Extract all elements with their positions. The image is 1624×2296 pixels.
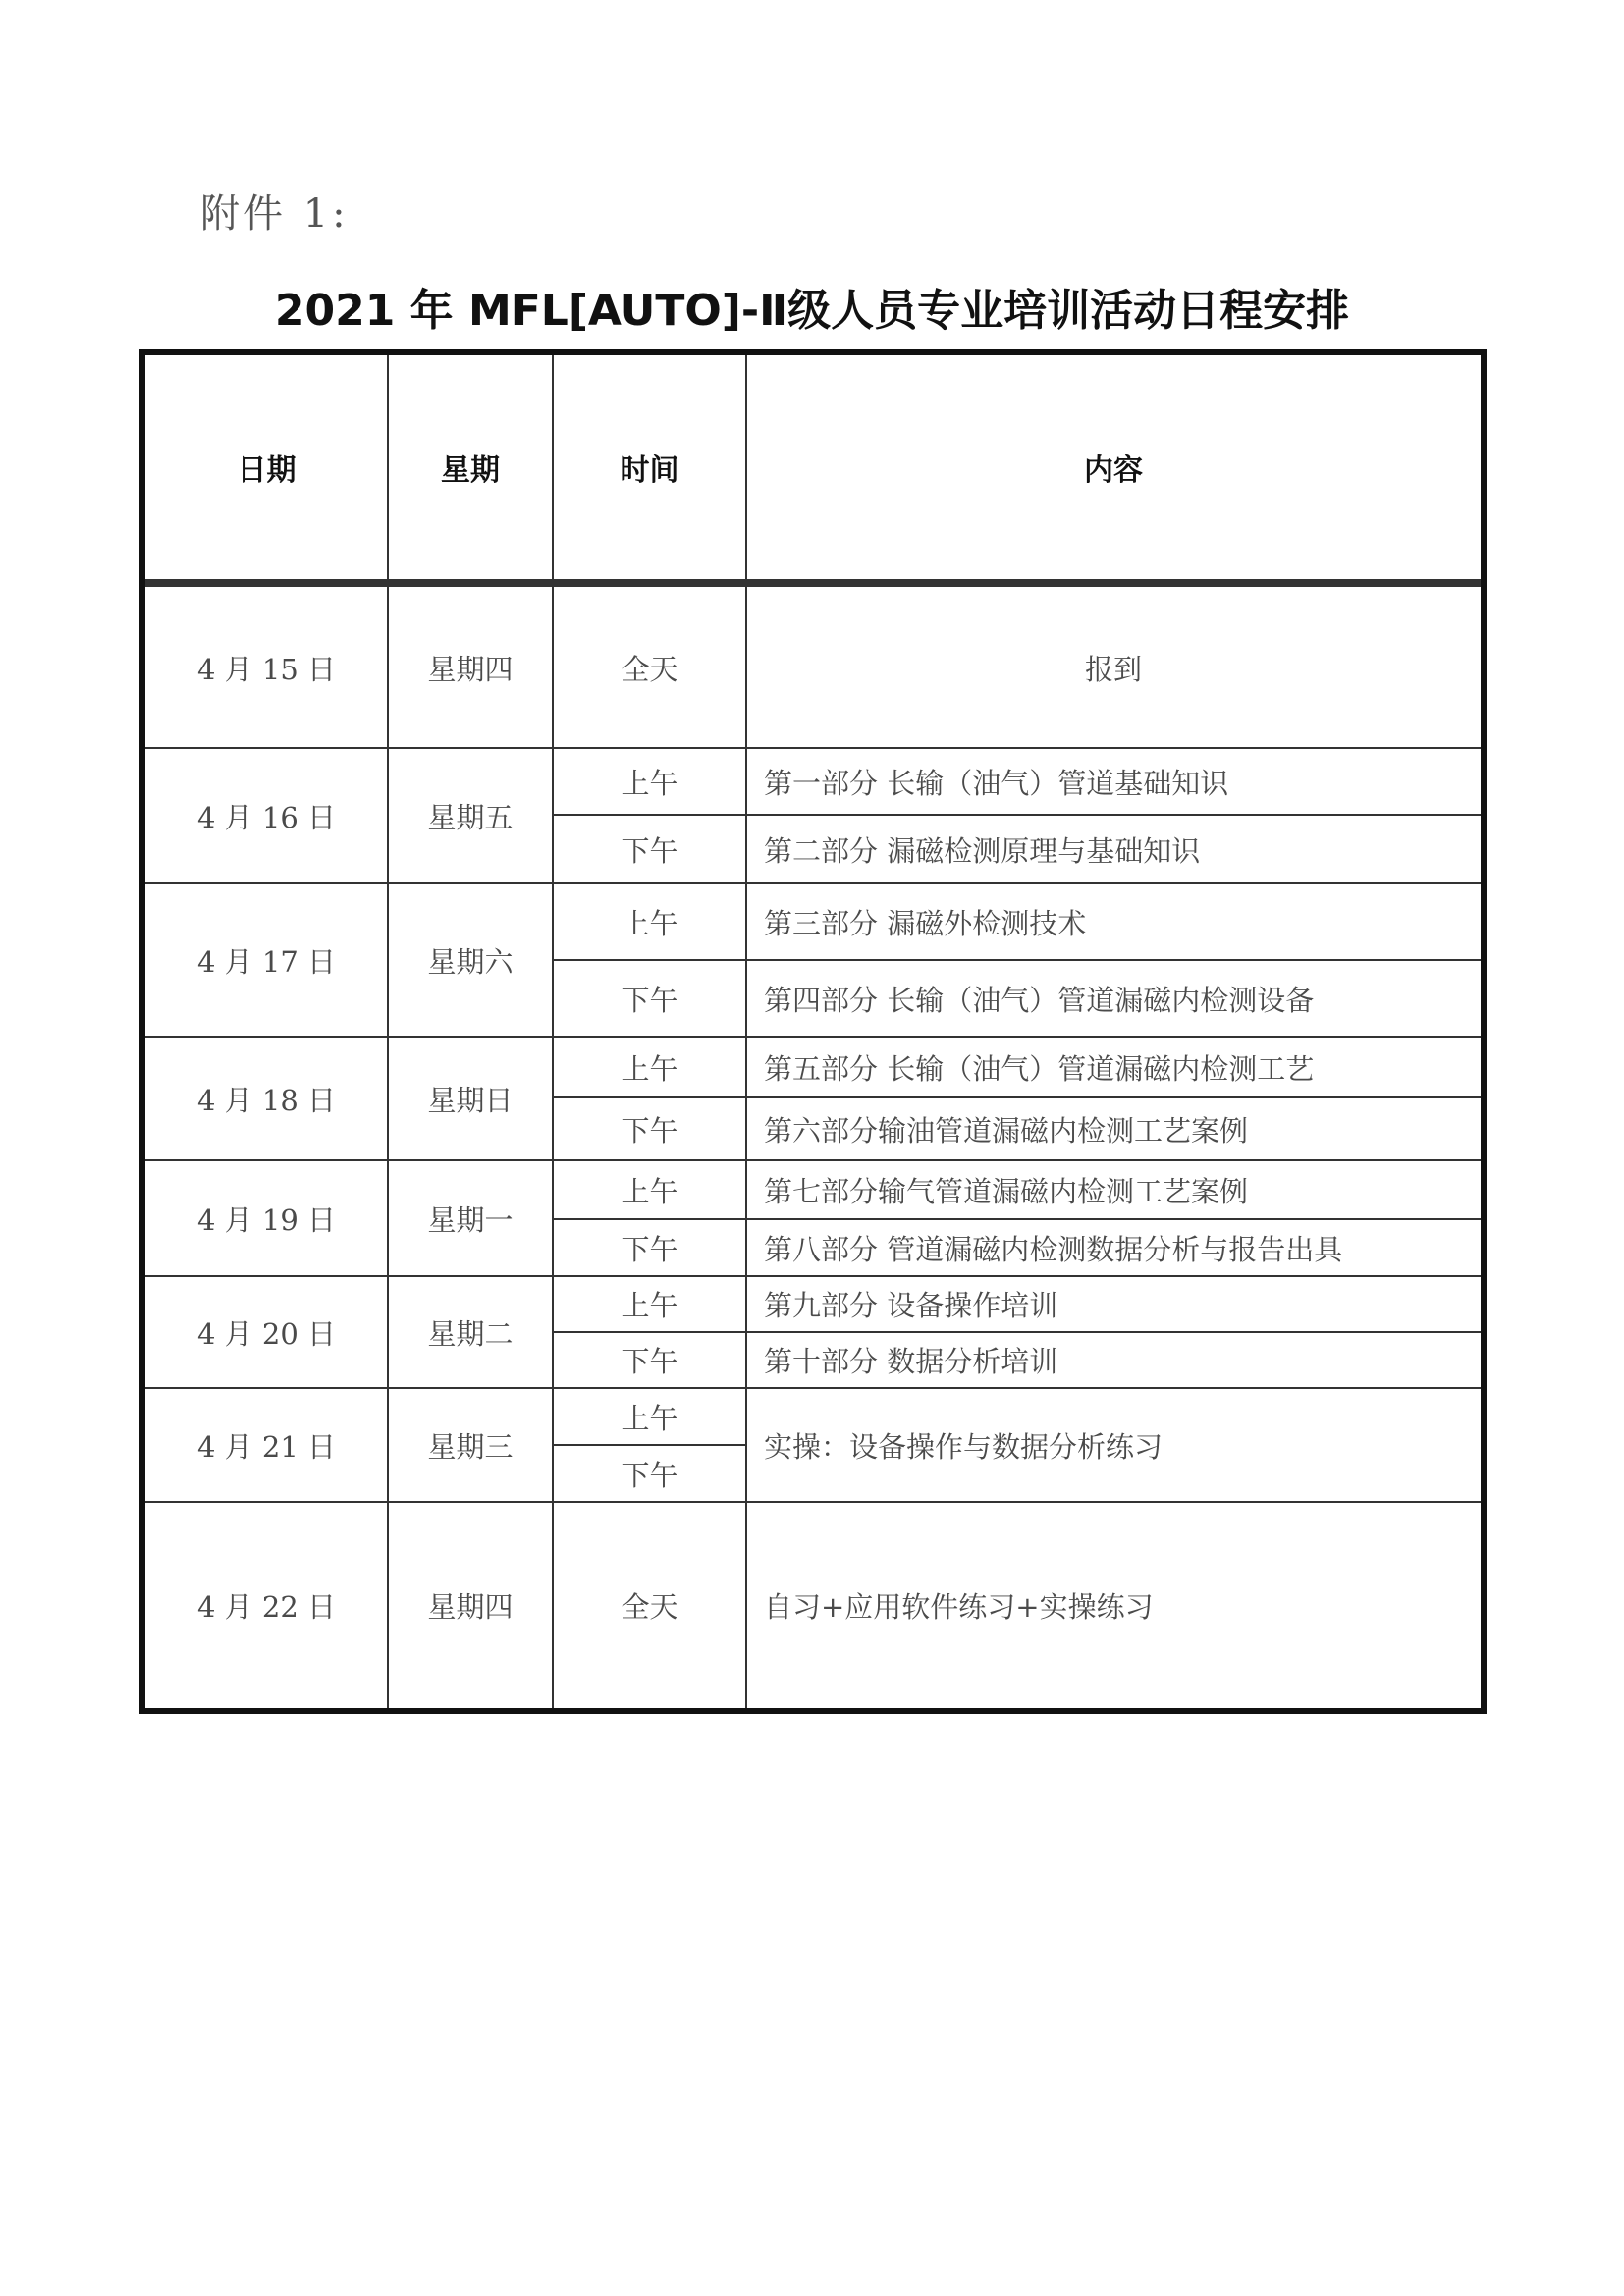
weekday-cell: 星期日 — [427, 1083, 514, 1117]
weekday-cell: 星期五 — [427, 800, 514, 834]
session-content-cell: 第九部分 设备操作培训 — [764, 1289, 1058, 1322]
weekday-cell: 星期四 — [427, 1589, 514, 1624]
session-time-cell: 上午 — [621, 1401, 678, 1435]
weekday-cell: 星期二 — [427, 1316, 514, 1351]
header-time: 时间 — [620, 454, 679, 488]
session-time-cell: 上午 — [621, 766, 678, 800]
session-time-cell: 上午 — [621, 906, 678, 940]
session-content-cell: 报到 — [1084, 652, 1142, 686]
session-time-cell: 上午 — [621, 1174, 678, 1208]
session-time-cell: 下午 — [621, 1113, 678, 1148]
weekday-cell: 星期三 — [427, 1429, 514, 1464]
header-separator — [145, 579, 1481, 587]
session-time-cell: 下午 — [621, 983, 678, 1017]
session-time-cell: 全天 — [621, 1589, 678, 1624]
date-cell: 4 月 21 日 — [196, 1429, 336, 1464]
date-cell: 4 月 16 日 — [196, 800, 336, 834]
session-time-cell: 上午 — [621, 1289, 678, 1322]
session-time-cell: 下午 — [621, 1345, 678, 1378]
date-cell: 4 月 20 日 — [196, 1316, 336, 1351]
session-content-cell: 第五部分 长输（油气）管道漏磁内检测工艺 — [764, 1051, 1315, 1086]
session-content-cell: 第六部分输油管道漏磁内检测工艺案例 — [764, 1113, 1249, 1148]
date-cell: 4 月 18 日 — [196, 1083, 336, 1117]
attachment-label: 附件 1: — [200, 191, 350, 237]
session-content-cell: 第七部分输气管道漏磁内检测工艺案例 — [764, 1174, 1249, 1208]
session-content-cell: 第三部分 漏磁外检测技术 — [764, 906, 1087, 940]
header-weekday: 星期 — [441, 454, 500, 488]
session-content-cell: 第一部分 长输（油气）管道基础知识 — [764, 766, 1229, 800]
session-content-cell: 第十部分 数据分析培训 — [764, 1345, 1058, 1378]
schedule-table — [139, 349, 1487, 1714]
session-content-cell: 实操：设备操作与数据分析练习 — [764, 1429, 1164, 1464]
weekday-cell: 星期六 — [427, 944, 514, 979]
header-date: 日期 — [237, 454, 297, 488]
session-time-cell: 下午 — [621, 1232, 678, 1266]
weekday-cell: 星期一 — [427, 1202, 514, 1237]
date-cell: 4 月 22 日 — [196, 1589, 336, 1624]
weekday-cell: 星期四 — [427, 652, 514, 686]
session-divider — [553, 1444, 746, 1446]
session-time-cell: 下午 — [621, 833, 678, 868]
date-cell: 4 月 17 日 — [196, 944, 336, 979]
date-cell: 4 月 19 日 — [196, 1202, 336, 1237]
session-content-cell: 自习+应用软件练习+实操练习 — [764, 1589, 1154, 1624]
date-cell: 4 月 15 日 — [196, 652, 336, 686]
header-content: 内容 — [1084, 454, 1143, 488]
session-content-cell: 第八部分 管道漏磁内检测数据分析与报告出具 — [764, 1232, 1343, 1266]
document-title: 2021 年 MFL[AUTO]-Ⅱ级人员专业培训活动日程安排 — [274, 286, 1350, 336]
session-content-cell: 第二部分 漏磁检测原理与基础知识 — [764, 833, 1201, 868]
session-time-cell: 全天 — [621, 652, 678, 686]
session-time-cell: 下午 — [621, 1458, 678, 1492]
session-time-cell: 上午 — [621, 1051, 678, 1086]
session-content-cell: 第四部分 长输（油气）管道漏磁内检测设备 — [764, 983, 1315, 1017]
